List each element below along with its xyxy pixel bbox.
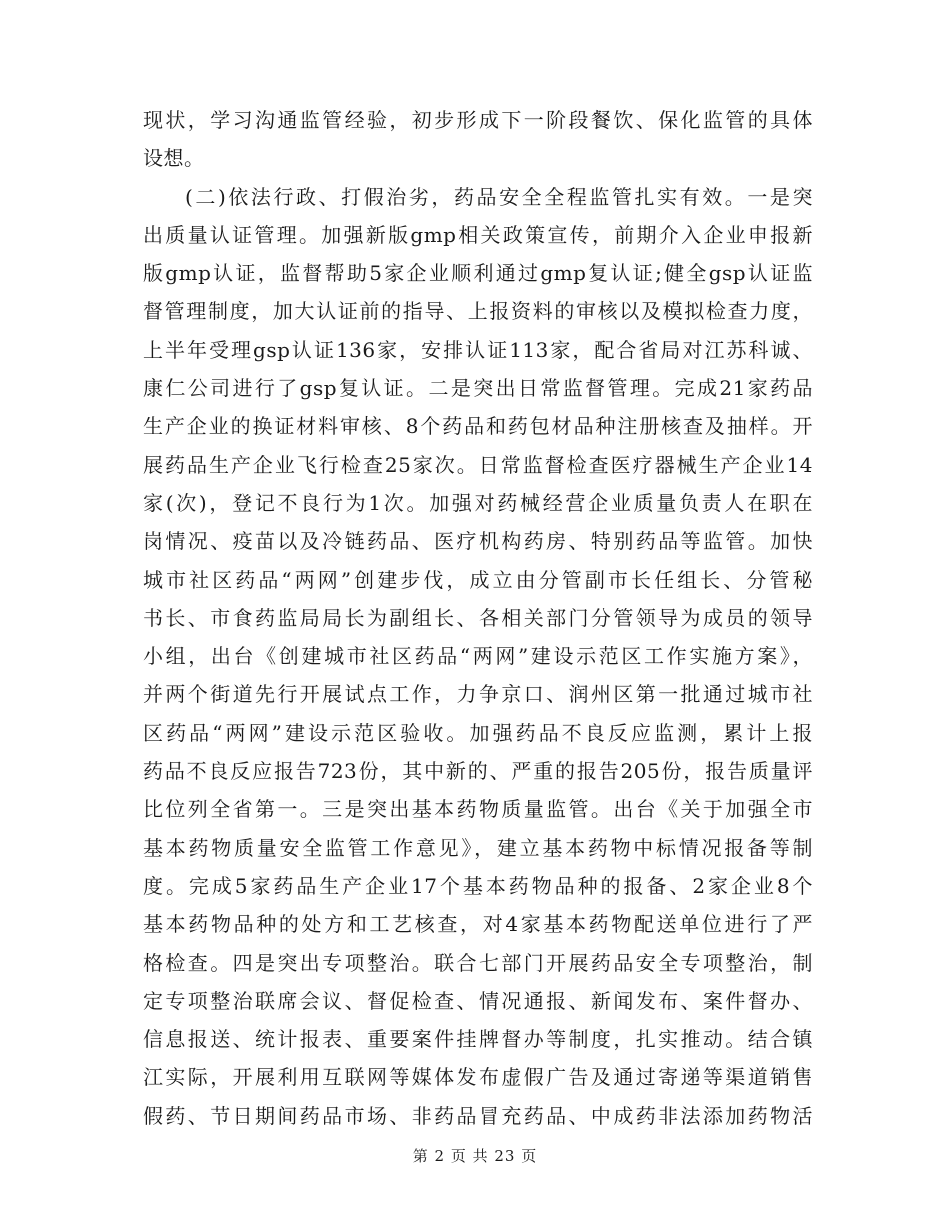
text-line: 格检查。四是突出专项整治。联合七部门开展药品安全专项整治，制 <box>143 950 813 975</box>
text-line: 比位列全省第一。三是突出基本药物质量监管。出台《关于加强全市 <box>143 797 813 822</box>
text-line: 定专项整治联席会议、督促检查、情况通报、新闻发布、案件督办、 <box>143 988 813 1013</box>
text-line: 基本药物品种的处方和工艺核查，对4家基本药物配送单位进行了严 <box>143 912 813 937</box>
text-line: 信息报送、统计报表、重要案件挂牌督办等制度，扎实推动。结合镇 <box>143 1027 813 1052</box>
text-line: 书长、市食药监局局长为副组长、各相关部门分管领导为成员的领导 <box>143 605 813 630</box>
text-line: 岗情况、疫苗以及冷链药品、医疗机构药房、特别药品等监管。加快 <box>143 529 813 554</box>
text-line: 督管理制度，加大认证前的指导、上报资料的审核以及模拟检查力度， <box>143 299 813 324</box>
text-line: 小组，出台《创建城市社区药品“两网”建设示范区工作实施方案》， <box>143 644 813 669</box>
text-line: 康仁公司进行了gsp复认证。二是突出日常监督管理。完成21家药品 <box>143 376 813 401</box>
text-line: 家(次)，登记不良行为1次。加强对药械经营企业质量负责人在职在 <box>143 490 813 515</box>
text-line: 假药、节日期间药品市场、非药品冒充药品、中成药非法添加药物活 <box>143 1103 813 1128</box>
text-line: 上半年受理gsp认证136家，安排认证113家，配合省局对江苏科诚、 <box>143 337 813 362</box>
text-line: (二)依法行政、打假治劣，药品安全全程监管扎实有效。一是突 <box>185 184 813 209</box>
text-line: 展药品生产企业飞行检查25家次。日常监督检查医疗器械生产企业14 <box>143 452 813 477</box>
text-line: 度。完成5家药品生产企业17个基本药物品种的报备、2家企业8个 <box>143 873 813 898</box>
text-line: 区药品“两网”建设示范区验收。加强药品不良反应监测，累计上报 <box>143 720 813 745</box>
text-line: 生产企业的换证材料审核、8个药品和药包材品种注册核查及抽样。开 <box>143 414 813 439</box>
text-line: 江实际，开展利用互联网等媒体发布虚假广告及通过寄递等渠道销售 <box>143 1065 813 1090</box>
text-line: 并两个街道先行开展试点工作，力争京口、润州区第一批通过城市社 <box>143 682 813 707</box>
text-line: 基本药物质量安全监管工作意见》，建立基本药物中标情况报备等制 <box>143 835 813 860</box>
page-number-footer: 第 2 页 共 23 页 <box>412 1147 538 1165</box>
text-line: 城市社区药品“两网”创建步伐，成立由分管副市长任组长、分管秘 <box>143 567 813 592</box>
document-body <box>143 104 813 1138</box>
text-line: 现状，学习沟通监管经验，初步形成下一阶段餐饮、保化监管的具体 <box>143 108 813 132</box>
text-line: 版gmp认证，监督帮助5家企业顺利通过gmp复认证;健全gsp认证监 <box>143 261 813 286</box>
text-line: 设想。 <box>143 146 205 171</box>
text-line: 药品不良反应报告723份，其中新的、严重的报告205份，报告质量评 <box>143 759 813 784</box>
text-line: 出质量认证管理。加强新版gmp相关政策宣传，前期介入企业申报新 <box>143 222 813 247</box>
